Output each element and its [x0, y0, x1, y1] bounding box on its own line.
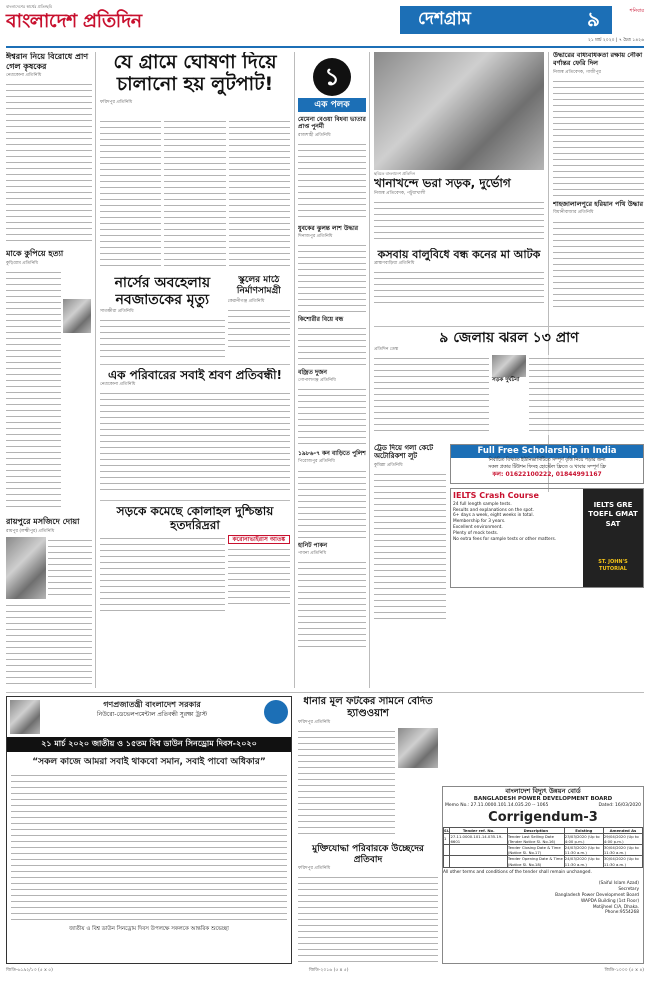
lead-headline[interactable]: যে গ্রামে ঘোষণা দিয়ে চালানো হয় লুটপাট! — [113, 52, 277, 95]
corrigendum-table — [443, 827, 643, 868]
section-divider — [6, 692, 644, 693]
story-body — [298, 728, 395, 838]
ielts-ad[interactable] — [450, 488, 644, 588]
story-byline: কেরানীগঞ্জ প্রতিনিধি — [227, 298, 265, 304]
ek-palak-column — [298, 58, 366, 688]
story-byline: বিয়ানীবাজার প্রতিনিধি — [553, 210, 594, 216]
ek-palak-label: এক পলক — [298, 98, 366, 112]
table-row — [444, 833, 643, 844]
table-header-row — [444, 827, 643, 833]
center-sub-column — [208, 380, 290, 680]
brief-title[interactable]: কিশোরীর বিয়ে বন্ধ — [298, 315, 344, 323]
arroya-story — [374, 444, 446, 624]
ad-sub: নিউরো-ডেভেলপমেন্টাল প্রতিবন্ধী সুরক্ষা ট্রাস্ট — [96, 710, 208, 718]
story-byline: কুমিল্লা প্রতিনিধি — [374, 462, 403, 468]
story-headline[interactable]: মুক্তিযোদ্ধা পরিবারকে উচ্ছেদের প্রতিবাদ — [312, 844, 424, 865]
kasba-story — [374, 248, 544, 328]
ad-item: Excellent environment. — [453, 524, 503, 530]
story-byline: ফরিদপুর প্রতিনিধি — [298, 720, 331, 725]
story-body — [164, 118, 225, 268]
signer-address: Motijheel C/A, Dhaka. — [592, 904, 639, 910]
story-headline[interactable]: শাহজালালপুরে হরিয়ান পথি উদ্ধার — [553, 199, 644, 208]
brief-byline: দিনাজপুর প্রতিনিধি — [298, 233, 333, 239]
story-body — [6, 269, 61, 509]
table-cell: Tender Last Selling Date (Tender Notice Sl. No.16) — [507, 833, 564, 844]
nurse-story — [100, 275, 290, 360]
story-title[interactable]: মাকে কুপিয়ে হত্যা — [6, 249, 64, 259]
story-body — [228, 307, 290, 347]
column-divider — [369, 52, 370, 688]
story-body — [298, 874, 438, 964]
signer-name: (Saiful Islam Azad) — [598, 881, 639, 887]
brief-body — [298, 386, 366, 446]
section-divider — [374, 326, 644, 327]
brief-title[interactable]: মেমেনা বেওয়া বিধবা ভাতার প্রাপ্ত পুনর্মী — [298, 116, 366, 131]
ad-memo: Memo No.: 27.11.0000.101.14.035.20 -- 1065 — [445, 803, 549, 809]
table-cell: 24/03/2020 (Up to 11:30 a.m.) — [564, 856, 603, 867]
story-byline: ব্রাহ্মণবাড়িয়া প্রতিনিধি — [374, 261, 415, 267]
ad-item: 24 full length sample tests. — [453, 501, 512, 507]
photo-caption: ছবিতে বাংলাদেশ প্রতিদিন — [374, 171, 416, 176]
ad-org-bn: বাংলাদেশ বিদ্যুৎ উন্নয়ন বোর্ড — [505, 787, 581, 795]
logo-tagline: বাংলাদেশের স্বার্থের প্রতিচ্ছবি — [6, 4, 52, 9]
story-byline: প্রতিদিন ডেস্ক — [374, 346, 399, 352]
story-byline: নিজস্ব প্রতিবেদক, গাজীপুর — [553, 69, 601, 75]
ad-item: 6+ days a week, eight weeks in total. — [453, 513, 534, 519]
header-day: শনিবার — [629, 8, 644, 14]
table-header: Existing — [564, 827, 603, 833]
story-photo — [398, 728, 438, 768]
brief-title[interactable]: ১৯৮৬-৭ কন বাড়িতে পুলিশ — [298, 450, 366, 458]
table-cell: 30/04/2020 (Up to 11:30 a.m.) — [603, 845, 642, 856]
brief-byline: রাজশাহী প্রতিনিধি — [298, 132, 331, 138]
story-body — [100, 317, 225, 360]
lead-story-body — [100, 118, 290, 268]
signer-phone: Phone:9554268 — [605, 910, 639, 916]
ad-slogan: “সকল কাজে আমরা সবাই থাকবো সমান, সবাই পাবো অধিকার” — [32, 756, 266, 767]
brief-byline: গোপালগঞ্জ প্রতিনিধি — [298, 378, 336, 384]
story-body — [553, 78, 644, 198]
header-divider — [6, 46, 644, 48]
story-photo — [6, 537, 46, 599]
story-body — [374, 471, 446, 621]
section-name: দেশগ্রাম — [418, 9, 471, 29]
story-headline[interactable]: ট্রেড দিয়ে গলা কেটে অটোরিকশা লুট — [374, 444, 434, 461]
footer-codes — [6, 968, 644, 974]
brief-body — [298, 242, 366, 312]
ad-brand: ST. JOHN'S TUTORIAL — [598, 559, 628, 573]
ad-line: নির্বাচিত বিখ্যাত ইউনিভার্সিটিতে সম্পূর্ণ বৃত্তি নিয়ে পড়ার জন্য — [488, 458, 606, 464]
story-subhead: সড়ক দুর্ঘটনা — [492, 376, 520, 383]
ad-footer: জাতীয় ও বিশ্ব ডাউন সিনড্রোম দিবস উপলক্ষে সকলকে আন্তরিক শুভেচ্ছা — [69, 925, 229, 932]
story-body — [529, 355, 644, 435]
story-body — [100, 118, 161, 268]
ad-org-en: BANGLADESH POWER DEVELOPMENT BOARD — [473, 795, 613, 802]
column-divider — [95, 52, 96, 688]
corona-badge: করোনাভাইরাস আতঙ্ক — [228, 535, 290, 544]
header-date: ২১ মার্চ ২০২০ | ৭ চৈত্র ১৪২৬ — [587, 38, 644, 43]
ad-sub: IELTS GRE TOEFL GMAT SAT — [588, 501, 638, 528]
story-body — [374, 355, 489, 435]
table-header: Tender ref. No. — [450, 827, 507, 833]
table-row — [444, 856, 643, 867]
footer-code: জিডি-৬১৯২/১৩ (৫ x ৫) — [6, 968, 53, 973]
ad-date: Dated: 16/03/2020 — [598, 803, 641, 809]
brief-title[interactable]: বজ্রিত দুজন — [298, 369, 328, 377]
story-byline: ফরিদপুর প্রতিনিধি — [298, 865, 331, 871]
table-cell: Tender Closing Date & Time (Notice Sl. No.17) — [507, 845, 564, 856]
masthead — [6, 4, 236, 36]
story-headline[interactable]: কসবায় বালুবিধে বন্ধ কনের মা আটক — [377, 248, 541, 261]
story-byline: সাতক্ষীরা প্রতিনিধি — [100, 308, 134, 314]
story-body — [374, 199, 544, 241]
portrait-photo — [10, 700, 40, 734]
brief-byline: পিরোজপুর প্রতিনিধি — [298, 459, 335, 465]
story-title[interactable]: ঈশ্বরান নিয়ে বিরোধে প্রাণ গেল কৃষকের — [6, 52, 89, 71]
table-cell: 27.11.0000.101.14.035.19-6601 — [450, 833, 507, 844]
table-header: Description — [507, 827, 564, 833]
column-divider — [294, 52, 295, 688]
table-cell: 1 — [444, 833, 450, 844]
story-body — [6, 81, 92, 241]
brief-body — [298, 559, 366, 649]
story-headline[interactable]: ধানার মূল ফটকের সামনে বেদিত হ্যাণ্ডওয়াশ — [303, 696, 433, 719]
story-title[interactable]: রায়পুরে মসজিদে দোয়া — [6, 516, 80, 526]
table-header: Amended As — [603, 827, 642, 833]
story-byline: নেত্রকোনা প্রতিনিধি — [100, 382, 136, 388]
newspaper-logo[interactable]: বাংলাদেশ প্রতিদিন — [6, 10, 142, 33]
story-headline[interactable]: সড়কে কমেছে কোলাহল দুশ্চিন্তায় হতদরিদ্ররা — [116, 504, 274, 533]
signer-title: Secretary — [618, 887, 639, 893]
govt-ad[interactable] — [6, 696, 292, 964]
table-cell — [450, 856, 507, 867]
section-banner — [400, 6, 612, 34]
emblem-icon — [264, 700, 288, 724]
table-cell: 30/04/2020 (Up to 11:30 a.m.) — [603, 856, 642, 867]
story-body — [48, 537, 92, 599]
scholarship-ad[interactable] — [450, 444, 644, 484]
khanakhand-story — [374, 52, 544, 242]
ad-item: No extra fees for sample tests or other matters. — [453, 536, 557, 542]
lead-story — [100, 52, 290, 112]
story-headline[interactable]: এক পরিবারের সবাই শ্রবণ প্রতিবন্ধী! — [107, 368, 283, 382]
left-column — [6, 52, 92, 688]
brief-body — [298, 325, 366, 365]
story-body — [100, 535, 225, 614]
table-cell: Tender Opening Date & Time (Notice Sl. No.18) — [507, 856, 563, 867]
story-headline[interactable]: খানাখন্দে ভরা সড়ক, দুর্ভোগ — [374, 176, 511, 191]
ad-body — [11, 772, 287, 922]
story-headline[interactable]: নার্সের অবহেলায় নবজাতকের মৃত্যু — [114, 275, 211, 308]
brief-title[interactable]: হানিট পাকন — [298, 541, 328, 549]
ad-item: Plenty of mock tests. — [453, 530, 499, 536]
right-column — [553, 52, 644, 322]
brief-body — [298, 141, 366, 221]
story-photo — [63, 299, 91, 333]
table-header: Sl. — [444, 827, 450, 833]
section-divider — [100, 364, 290, 365]
ad-date-line: ২১ মার্চ ২০২০ জাতীয় ও ১৫তম বিশ্ব ডাউন সিনড্রোম দিবস-২০২০ — [7, 737, 291, 752]
footer-code: জিডি-১০০০ (৫ x ৪) — [604, 968, 644, 973]
story-byline: নিজস্ব প্রতিবেদক, পটুয়াখালী — [374, 190, 426, 196]
table-cell: 23/03/2020 (Up to 4:00 p.m.) — [564, 833, 603, 844]
page-number: ৯ — [587, 7, 600, 31]
signer-address: WAPDA Building (1st Floor) — [581, 898, 639, 904]
story-body — [553, 219, 644, 309]
drown-story — [374, 330, 644, 440]
story-headline[interactable]: স্কুলের মাঠে নির্মাণসামগ্রী — [236, 275, 281, 296]
ek-palak-number: ১ — [313, 58, 351, 96]
ad-title: গণপ্রজাতন্ত্রী বাংলাদেশ সরকার — [103, 700, 201, 709]
story-byline: কুড়িগ্রাম প্রতিনিধি — [6, 260, 39, 266]
table-cell: 29/04/2020 (Up to 4:00 p.m.) — [603, 833, 642, 844]
lead-byline: ফরিদপুর প্রতিনিধি — [100, 99, 133, 105]
bpdb-corrigendum-ad[interactable] — [442, 786, 644, 964]
table-cell — [450, 845, 507, 856]
table-row — [444, 845, 643, 856]
brief-byline: পাবনা প্রতিনিধি — [298, 550, 327, 556]
ad-title: IELTS Crash Course — [453, 491, 539, 500]
story-photo — [492, 355, 526, 377]
ad-item: Results and explanations on the spot. — [453, 507, 534, 513]
ad-note: All other terms and conditions of the tender shall remain unchanged. — [443, 869, 592, 875]
ad-line: সকল প্রকার টিউশন ফিসহ হোস্টেল ফ্রিতে ও খাবার সম্পূর্ণ ফ্রি — [488, 464, 606, 470]
ad-title: Full Free Scholarship in India — [451, 445, 643, 458]
brief-body — [298, 468, 366, 538]
brief-title[interactable]: যুবকের ঝুলন্ত লাশ উদ্ধার — [298, 224, 358, 232]
story-byline: নেত্রকোনা প্রতিনিধি — [6, 73, 42, 79]
road-photo — [374, 52, 544, 170]
ad-title: Corrigendum-3 — [488, 810, 598, 826]
center-bottom — [298, 696, 438, 964]
ad-phone: কল: 01622100222, 01844991167 — [492, 471, 602, 479]
story-headline[interactable]: ৯ জেলায় ঝরল ১৩ প্রাণ — [439, 330, 579, 346]
story-byline: রায়পুর (লক্ষ্মীপুর) প্রতিনিধি — [6, 528, 55, 534]
table-cell: 24/03/2020 (Up to 11:30 a.m.) — [564, 845, 603, 856]
ad-item: Membership for 3 years. — [453, 519, 506, 525]
story-body — [374, 269, 544, 307]
footer-code: জিডি-২০১৬ (৫ x ৫) — [308, 968, 349, 973]
story-headline[interactable]: উদ্ধারের বাধ্যবাধকতা রক্ষায় নৌকা বর্ণান্তর ফেরি দিল — [553, 52, 643, 67]
story-body — [6, 602, 92, 688]
signer-org: Bangladesh Power Development Board — [555, 893, 639, 899]
story-body — [229, 118, 290, 268]
